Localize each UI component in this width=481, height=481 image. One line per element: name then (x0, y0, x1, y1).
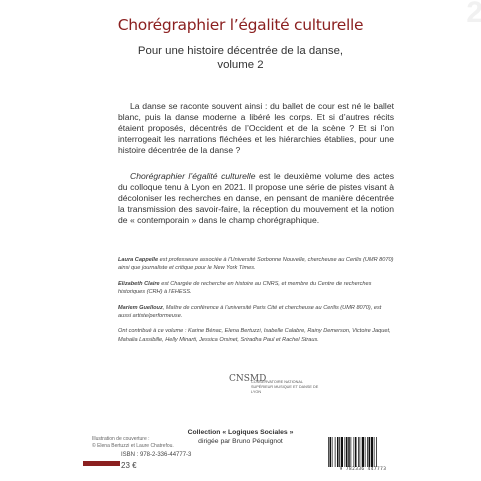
collection-name: Collection « Logiques Sociales » (187, 429, 294, 436)
author-bios (118, 256, 394, 351)
paragraph-text: La danse se raconte souvent ainsi : du ballet de cour est né le ballet blanc, puis la danse moderne a libéré les corps. Et si d’autres récits étaient proposés, décentrés de l’Occident et de la scène ? Et si l’on interrogeait les narrations fléchées et les hiérarchies établies, pour une histoire décentrée de la danse ? (118, 101, 394, 155)
bio-entry (118, 256, 394, 273)
paragraph-title-italic: Chorégraphier l’égalité culturelle (130, 171, 256, 181)
cnsmd-logo-mark: CNSMD (229, 374, 267, 384)
cnsmd-logo-text: CONSERVATOIRE NATIONAL SUPÉRIEUR MUSIQUE ET DANSE DE LYON (251, 380, 319, 394)
paragraph-rest: est le deuxième volume des actes du colloque tenu à Lyon en 2021. Il propose une série de pistes visant à décoloniser les recherches en danse, en pensant de manière décentrée la transmission des savoir-faire, la réception du mouvement et la notion de « contemporain » dans le champ chorégraphique. (118, 171, 395, 225)
illustration-credit (92, 436, 232, 449)
description-paragraph-1 (118, 101, 394, 156)
isbn: ISBN : 978-2-336-44777-3 (121, 452, 192, 458)
paragraph-text (118, 171, 394, 226)
barcode-icon (327, 437, 399, 467)
bio-name: Elizabeth Claire (118, 280, 160, 287)
bio-name: Laura Cappelle (118, 257, 159, 263)
volume-number-watermark: 2 (466, 0, 481, 26)
contributors-entry (118, 327, 394, 344)
illustration-credit-line-1: Illustration de couverture : (92, 436, 150, 442)
illustration-credit-line-2: © Elena Bertuzzi et Laure Chatrefou. (92, 442, 174, 449)
bio-text: , Maître de conférence à l’université Paris Cité et chercheuse au Cerilis (UMR 8070), est aussi artiste/performeuse. (118, 304, 382, 320)
bio-entry (118, 280, 394, 297)
collection-info (0, 428, 481, 446)
price: 23 € (121, 461, 137, 470)
book-title: Chorégraphier l’égalité culturelle (117, 16, 364, 34)
bio-text: est Chargée de recherche en histoire au CNRS, et membre du Centre de recherches historiques (CRH) à l’EHESS. (118, 280, 372, 296)
bio-name: Mariem Guellouz (118, 304, 163, 311)
barcode-digits: 9 782336 447773 (339, 467, 387, 472)
description-paragraph-2 (118, 171, 394, 226)
contributors-text: Ont contribué à ce volume : Karine Bénac, Elena Bertuzzi, Isabelle Calabre, Rainy Demerson, Victoire Jaquet, Mahalia Lassibille, Helly Minarti, Jessica Orsinet, Sriradha Paul et Rachel Straus. (118, 328, 391, 343)
collection-director: dirigée par Bruno Péquignot (198, 438, 283, 445)
bio-text: est professeure associée à l’Université Sorbonne Nouvelle, chercheuse au Cerilis (UMR 8070) ainsi que journaliste et critique pour le New York Times. (118, 257, 394, 272)
subtitle-line-2: volume 2 (217, 59, 264, 71)
book-subtitle (0, 44, 481, 72)
cnsmd-logo (229, 374, 319, 426)
accent-bar (83, 461, 120, 466)
subtitle-line-1: Pour une histoire décentrée de la danse, (137, 45, 344, 57)
bio-entry (118, 304, 394, 321)
